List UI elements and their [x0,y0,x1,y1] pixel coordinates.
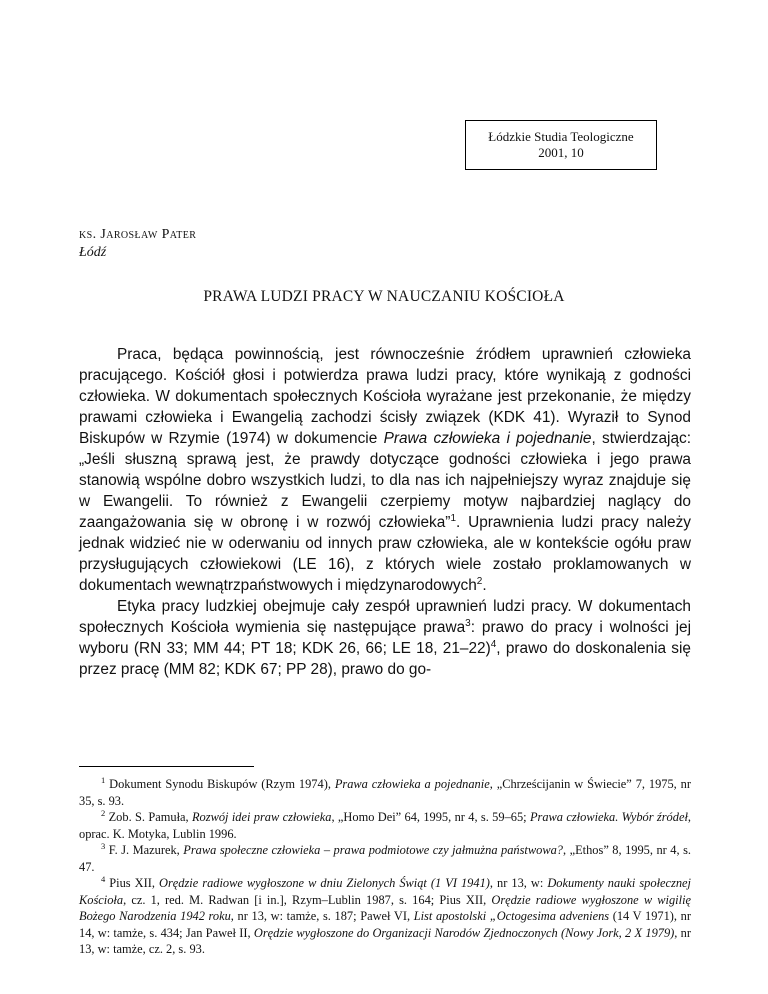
footnote-divider [79,766,254,767]
journal-info-box [465,120,657,170]
paragraph-1 [79,344,691,596]
footnote-4-title-4: List apostolski „Octogesima adveniens [413,909,610,923]
p1-text-c: , stwierdzając: „Jeśli słuszną sprawą jest, że prawdy dotyczące godności człowieka i jego prawa stanowią wspólne dobro wszystkich ludzi, to dla nas ich najpełniejszy wyraz znajduje się w Ewangelii. To również z Ewangelii czerpiemy motyw najbardziej naglący do zaangażowania się w obronę i w rozwój człowieka” [79,430,691,531]
footnote-2-number: 2 [101,807,106,818]
footnote-ref-1: 1 [450,512,456,524]
footnote-2-text-e: , oprac. K. Motyka, Lublin 1996. [79,810,692,841]
footnote-2-title: Rozwój idei praw człowieka [191,810,332,824]
author-name: ks. Jarosław Pater [79,227,197,242]
footnotes [79,776,691,958]
footnote-ref-3: 3 [465,617,471,629]
footnote-3 [79,842,691,875]
footnote-1-number: 1 [101,774,106,785]
footnote-4-text-e: , cz. 1, red. M. Radwan [i in.], Rzym–Lublin 1987, s. 164; Pius XII, [123,892,492,907]
footnote-4-title-2: Dokumenty nauki społecznej Kościoła [79,876,691,907]
paragraph-2 [79,596,691,680]
p2-text-c: , prawo do doskonalenia się przez pracę (MM 82; KDK 67; PP 28), prawo do go- [79,640,691,678]
footnote-ref-4: 4 [490,638,497,650]
footnote-1-title: Prawa człowieka a pojednanie [334,777,490,791]
p1-text-e: . [482,577,487,594]
article-body [79,344,691,680]
footnote-4-text-a: Pius XII, [105,876,159,890]
article-title: PRAWA LUDZI PRACY W NAUCZANIU KOŚCIOŁA [203,288,565,305]
footnote-4-title-5: Orędzie wygłoszone do Organizacji Narodów Zjednoczonych (Nowy Jork, 2 X 1979) [253,925,675,940]
footnote-4-text-g: , nr 13, w: tamże, s. 187; Paweł VI, [230,909,414,923]
p2-text-b: : prawo do pracy i wolności jej wyboru (RN 33; MM 44; PT 18; KDK 26, 66; LE 18, 21–22) [79,619,691,657]
footnote-4-text-k: , nr 13, w: tamże, cz. 2, s. 93. [79,925,691,956]
p1-doc-title: Prawa człowieka i pojednanie [383,430,592,447]
footnote-4-title-3: Orędzie radiowe wygłoszone w wigilię Bożego Narodzenia 1942 roku [79,892,692,923]
footnote-4-text-i: (14 V 1971), nr 14, w: tamże, s. 434; Jan Paweł II, [79,909,691,940]
footnote-2-text-c: , „Homo Dei” 64, 1995, nr 4, s. 59–65; [331,810,530,824]
p2-text-a: Etyka pracy ludzkiej obejmuje cały zespół uprawnień ludzi pracy. W dokumentach społecznych Kościoła wymienia się następujące prawa [79,598,691,636]
footnote-3-text-a: F. J. Mazurek, [105,843,184,857]
footnote-2-text-a: Zob. S. Pamuła, [105,810,192,824]
journal-name: Łódzkie Studia Teologiczne [488,129,634,144]
footnote-1-text-c: , „Chrześcijanin w Świecie” 7, 1975, nr 35, s. 93. [79,777,691,808]
footnote-4-number: 4 [101,873,106,884]
footnote-4-text-c: , nr 13, w: [489,876,548,890]
footnote-3-title: Prawa społeczne człowieka – prawa podmiotowe czy jałmużna państwowa? [183,843,563,857]
p1-text-a: Praca, będąca powinnością, jest równocześnie źródłem uprawnień człowieka pracującego. Kościół głosi i potwierdza prawa ludzi pracy, które wynikają z godności człowieka. W dokumentach społecznych Kościoła wyrażane jest przekonanie, że między prawami człowieka i Ewangelią zachodzi ścisły związek (KDK 41). Wyraził to Synod Biskupów w Rzymie (1974) w dokumencie [79,346,691,447]
footnote-3-number: 3 [101,840,106,851]
footnote-2 [79,809,691,842]
footnote-3-text-c: , „Ethos” 8, 1995, nr 4, s. 47. [79,843,691,874]
journal-issue: 2001, 10 [538,145,584,160]
footnote-ref-2: 2 [476,575,483,587]
footnote-1-text-a: Dokument Synodu Biskupów (Rzym 1974), [105,777,335,791]
footnote-4-title-1: Orędzie radiowe wygłoszone w dniu Zielonych Świąt (1 VI 1941) [159,876,490,890]
author-city: Łódź [79,245,107,260]
footnote-2-title-2: Prawa człowieka. Wybór źródeł [529,810,688,824]
footnote-4 [79,875,691,958]
author-block [79,226,196,262]
p1-text-d: . Uprawnienia ludzi pracy należy jednak widzieć nie w oderwaniu od innych praw człowieka, ale w kontekście ogółu praw przysługujących człowiekowi (LE 16), z których wiele zostało proklamowanych w dokumentach wewnątrzpaństwowych i międzynarodowych [79,514,691,594]
footnote-1 [79,776,691,809]
